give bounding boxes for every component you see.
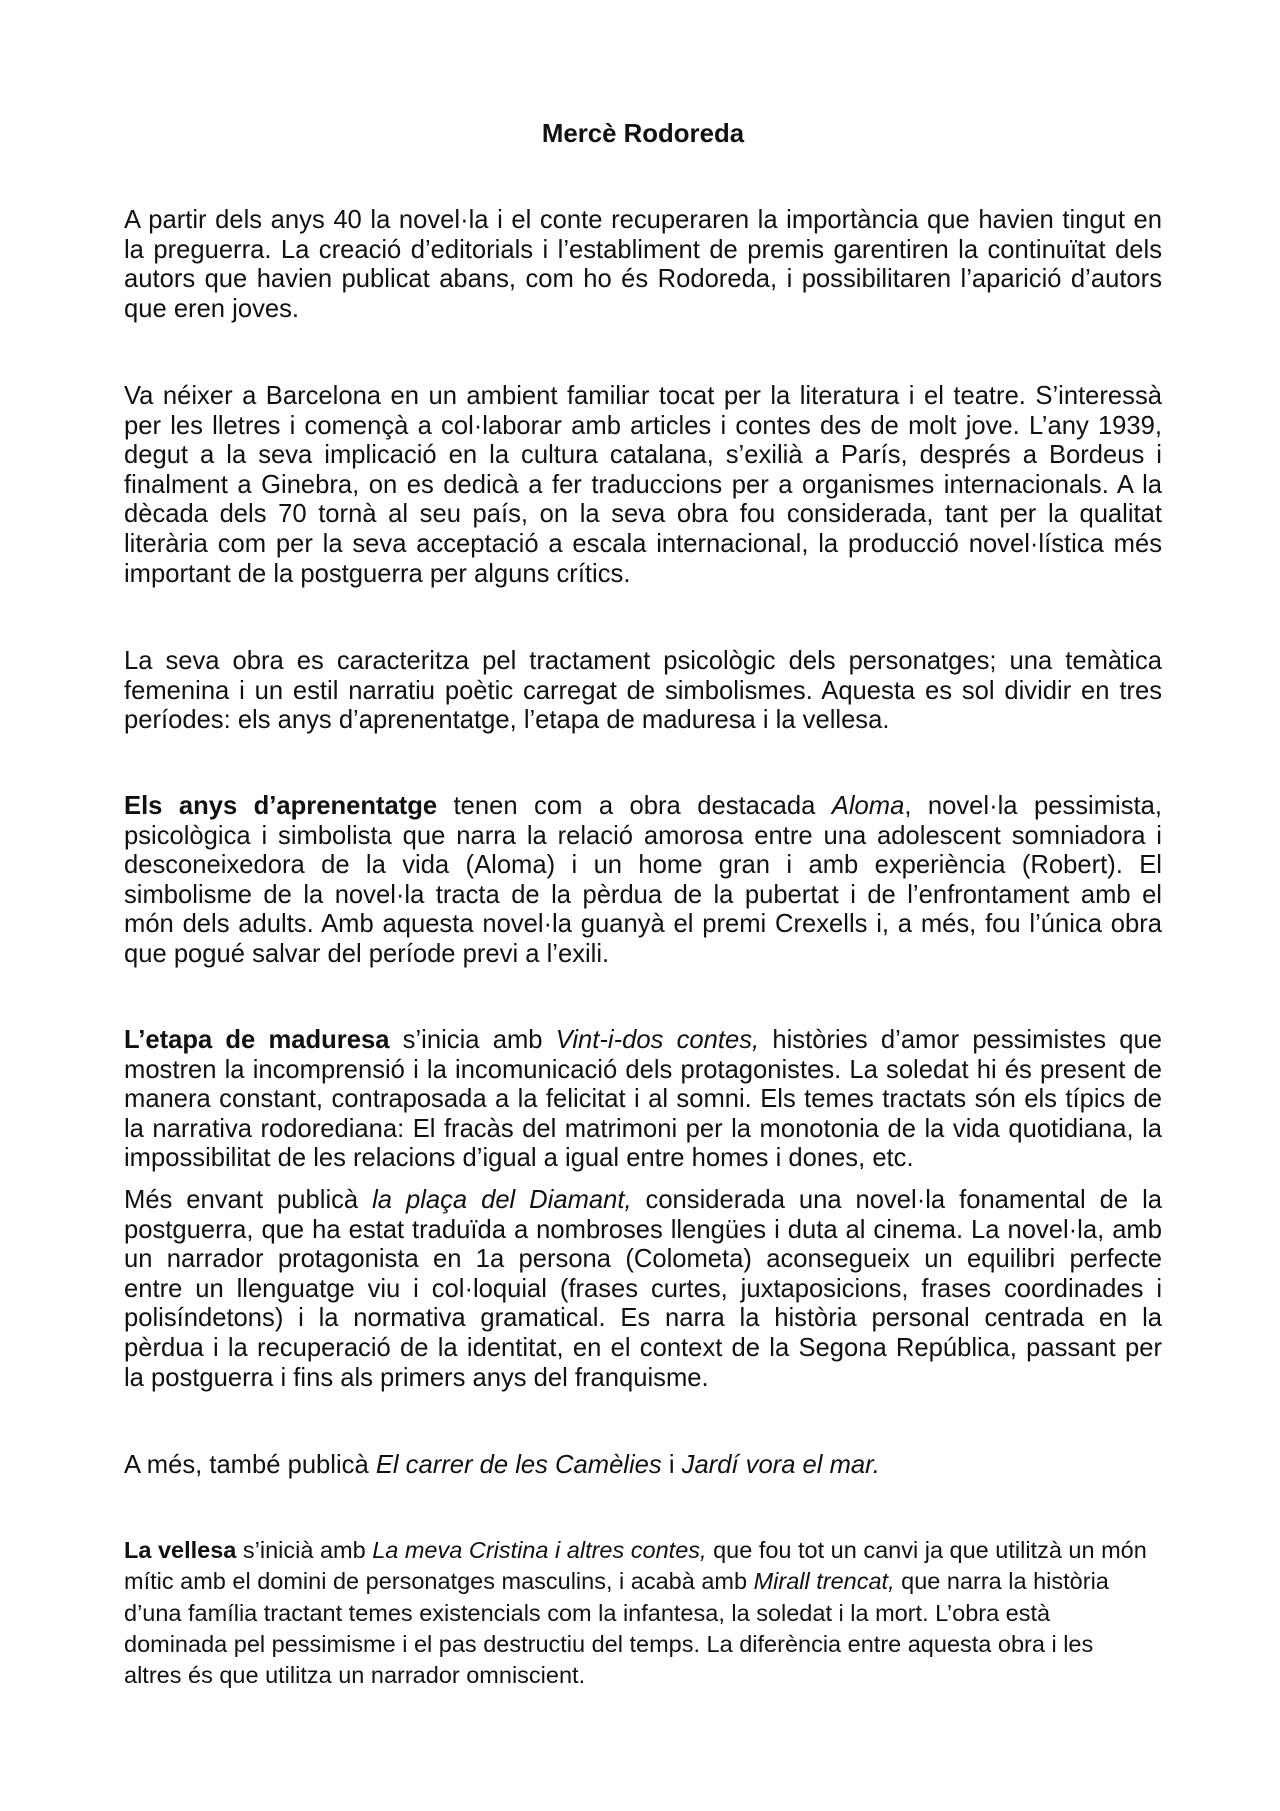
bold-term: L’etapa de maduresa: [124, 1026, 390, 1054]
text-line: dominada pel pessimisme i el pas destructiu del temps. La diferència entre aquesta obra i les: [124, 1630, 1094, 1657]
bold-term: Els anys d’aprenentatge: [124, 792, 438, 820]
text-line: [124, 1451, 1162, 1481]
text-line: un narrador protagonista en 1a persona (Colometa) aconsegueix un equilibri perfecte: [124, 1245, 1162, 1274]
italic-title: la plaça del Diamant,: [372, 1186, 632, 1214]
text-run: històries d’amor pessimistes que: [759, 1026, 1162, 1054]
bold-term: La vellesa: [124, 1537, 237, 1563]
text-line: [124, 1535, 1162, 1566]
text-line: postguerra, que ha estat traduïda a nombroses llengües i duta al cinema. La novel·la, amb: [124, 1215, 1162, 1244]
paragraph-themes: [124, 647, 1162, 736]
paragraph-diamant: [124, 1186, 1162, 1393]
text-line: Va néixer a Barcelona en un ambient familiar tocat per la literatura i el teatre. S’interessà: [124, 382, 1162, 410]
text-line: desconeixedora de la vida (Aloma) i un home gran i amb experiència (Robert). El: [124, 851, 1162, 880]
text-run: i: [661, 1451, 682, 1479]
text-line: altres és que utilitza un narrador omniscient.: [124, 1662, 586, 1689]
text-line: femenina i un estil narratiu poètic carregat de simbolismes. Aquesta es sol dividir en tres: [124, 676, 1162, 705]
italic-title: Aloma: [831, 792, 905, 820]
italic-title: Jardí vora el mar.: [681, 1451, 880, 1479]
paragraph-other-works: [124, 1451, 1162, 1481]
text-line: manera constant, contraposada a la felicitat i al somni. Els temes tractats són els típics de: [124, 1085, 1162, 1114]
text-line: A partir dels anys 40 la novel·la i el conte recuperaren la importància que havien tingut en: [124, 206, 1162, 234]
text-line: que eren joves.: [124, 294, 300, 323]
text-line: [124, 792, 1162, 822]
paragraph-intro: [124, 206, 1162, 324]
text-run: que fou tot un canvi ja que utilitzà un món: [706, 1537, 1147, 1563]
italic-title: Mirall trencat,: [753, 1568, 895, 1595]
text-line: important de la postguerra per alguns crítics.: [124, 559, 631, 588]
text-line: [124, 1186, 1162, 1216]
text-run: Més envant publicà: [124, 1186, 373, 1214]
paragraph-old-age: [124, 1535, 1162, 1691]
text-line: períodes: els anys d’aprenentatge, l’etapa de maduresa i la vellesa.: [124, 706, 890, 735]
text-line: psicològica i simbolista que narra la relació amorosa entre una adolescent somniadora i: [124, 821, 1162, 850]
paragraph-apprenticeship: [124, 792, 1162, 970]
italic-title: Vint-i-dos contes,: [555, 1026, 760, 1054]
text-line: simbolisme de la novel·la tracta de la pèrdua de la pubertat i de l’enfrontament amb el: [124, 880, 1162, 909]
text-run: , novel·la pessimista,: [904, 792, 1162, 820]
text-line: literària com per la seva acceptació a escala internacional, la producció novel·lística més: [124, 529, 1162, 558]
text-run: que narra la història: [894, 1568, 1109, 1595]
text-line: dècada dels 70 tornà al seu país, on la seva obra fou considerada, tant per la qualitat: [124, 500, 1162, 529]
text-line: degut a la seva implicació en la cultura catalana, s’exilià a París, després a Bordeus i: [124, 441, 1162, 470]
text-line: món dels adults. Amb aquesta novel·la guanyà el premi Crexells i, a més, fou l’única obra: [124, 910, 1162, 939]
text-line: la narrativa rodorediana: El fracàs del matrimoni per la monotonia de la vida quotidiana, la: [124, 1114, 1162, 1143]
text-line: [124, 1566, 1162, 1597]
text-line: finalment a Ginebra, on es dedicà a fer traduccions per a organismes internacionals. A la: [124, 470, 1162, 499]
text-line: d’una família tractant temes existencials com la infantesa, la soledat i la mort. L’obra està: [124, 1599, 1051, 1626]
text-run: A més, també publicà: [124, 1451, 376, 1479]
text-line: pèrdua i la recuperació de la identitat, en el context de la Segona República, passant per: [124, 1333, 1162, 1362]
paragraph-maturity: [124, 1026, 1162, 1174]
text-line: autors que havien publicat abans, com ho és Rodoreda, i possibilitaren l’aparició d’autors: [124, 265, 1162, 294]
text-run: s’inicià amb: [236, 1537, 373, 1563]
text-run: s’inicia amb: [389, 1026, 556, 1054]
text-line: que pogué salvar del període previ a l’exili.: [124, 939, 610, 968]
text-line: [124, 1026, 1162, 1056]
text-line: polisíndetons) i la normativa gramatical. Es narra la història personal centrada en la: [124, 1304, 1162, 1333]
text-run: mític amb el domini de personatges masculins, i acabà amb: [124, 1568, 754, 1595]
paragraph-biography: [124, 382, 1162, 589]
text-run: considerada una novel·la fonamental de la: [631, 1186, 1162, 1214]
text-line: mostren la incomprensió i la incomunicació dels protagonistes. La soledat hi és present de: [124, 1055, 1162, 1084]
text-line: per les lletres i començà a col·laborar amb articles i contes des de molt jove. L’any 1939,: [124, 411, 1162, 440]
italic-title: El carrer de les Camèlies: [375, 1451, 662, 1479]
text-line: entre un llenguatge viu i col·loquial (frases curtes, juxtaposicions, frases coordinades i: [124, 1274, 1162, 1303]
text-run: tenen com a obra destacada: [437, 792, 832, 820]
text-line: La seva obra es caracteritza pel tractament psicològic dels personatges; una temàtica: [124, 647, 1162, 675]
text-line: la postguerra i fins als primers anys del franquisme.: [124, 1363, 709, 1392]
page-title: Mercè Rodoreda: [541, 120, 745, 148]
italic-title: La meva Cristina i altres contes,: [372, 1537, 707, 1563]
text-line: impossibilitat de les relacions d’igual a igual entre homes i dones, etc.: [124, 1144, 914, 1173]
text-line: la preguerra. La creació d’editorials i l’establiment de premis garentiren la continuïtat dels: [124, 235, 1162, 264]
